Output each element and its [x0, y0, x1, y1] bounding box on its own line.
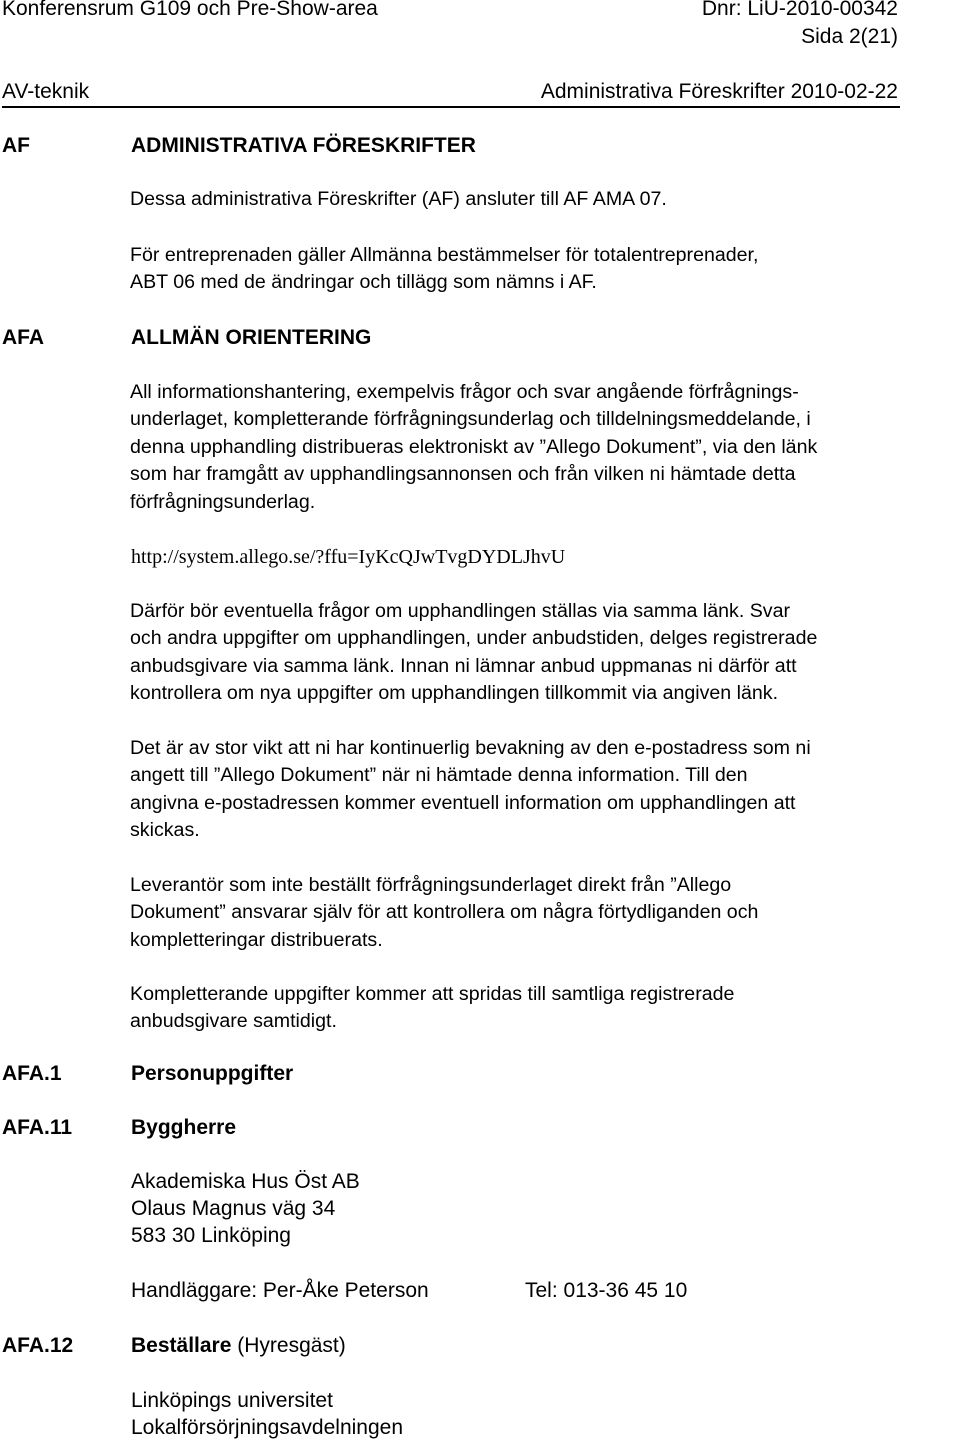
section-code-afa: AFA — [2, 326, 44, 349]
text-line: underlaget, kompletterande förfrågningsunderlag och tilldelningsmeddelande, i — [130, 408, 811, 431]
af-intro-paragraph — [130, 186, 960, 213]
address-line: 583 30 Linköping — [131, 1224, 291, 1247]
text-line: kontrollera om nya uppgifter om upphandlingen tillkommit via angiven länk. — [130, 682, 779, 705]
section-code-af: AF — [2, 134, 30, 157]
registration-number: Dnr: LiU-2010-00342 — [701, 0, 898, 20]
text-line: anbudsgivare via samma länk. Innan ni lämnar anbud uppmanas ni därför att — [130, 654, 797, 677]
text-line: Därför bör eventuella frågor om upphandlingen ställas via samma länk. Svar — [130, 600, 790, 622]
text-line: Kompletterande uppgifter kommer att spridas till samtliga registrerade — [130, 983, 735, 1005]
afa-email-paragraph — [130, 735, 960, 845]
section-heading-afa1: Personuppgifter — [131, 1062, 294, 1085]
project-title: Konferensrum G109 och Pre-Show-area — [2, 0, 378, 20]
allego-url[interactable]: http://system.allego.se/?ffu=IyKcQJwTvgDYDLJhvU — [131, 546, 566, 568]
text-line: All informationshantering, exempelvis frågor och svar angående förfrågnings- — [130, 381, 799, 403]
section-heading-afa: ALLMÄN ORIENTERING — [131, 326, 372, 349]
discipline-label: AV-teknik — [2, 80, 90, 103]
section-heading-af: ADMINISTRATIVA FÖRESKRIFTER — [131, 134, 476, 157]
bestallare-address — [131, 1387, 403, 1441]
address-line: Olaus Magnus väg 34 — [131, 1197, 336, 1220]
address-line: Linköpings universitet — [131, 1389, 333, 1412]
afa-supplementary-paragraph — [130, 981, 960, 1036]
af-contract-paragraph — [130, 242, 960, 297]
section-heading-afa11: Byggherre — [131, 1116, 237, 1139]
afa-questions-paragraph — [130, 598, 960, 708]
header-divider — [2, 106, 900, 108]
heading-bold-part: Beställare — [131, 1334, 232, 1357]
text-line: ABT 06 med de ändringar och tillägg som nämns i AF. — [130, 271, 597, 294]
page-number: Sida 2(21) — [801, 25, 898, 48]
afa-supplier-paragraph — [130, 872, 960, 954]
byggherre-contact: Handläggare: Per-Åke Peterson — [131, 1279, 429, 1302]
document-title: Administrativa Föreskrifter 2010-02-22 — [540, 80, 898, 103]
text-line: förfrågningsunderlag. — [130, 490, 316, 513]
text-line: Dessa administrativa Föreskrifter (AF) ansluter till AF AMA 07. — [130, 188, 667, 210]
text-line: som har framgått av upphandlingsannonsen och från vilken ni hämtade detta — [130, 463, 796, 486]
text-line: Dokument” ansvarar själv för att kontrollera om några förtydliganden och — [130, 901, 759, 924]
afa-information-paragraph — [130, 379, 960, 516]
section-code-afa11: AFA.11 — [2, 1116, 73, 1139]
text-line: kompletteringar distribuerats. — [130, 928, 383, 951]
text-line: denna upphandling distribueras elektroniskt av ”Allego Dokument”, via den länk — [130, 435, 818, 458]
byggherre-phone: Tel: 013-36 45 10 — [525, 1279, 688, 1302]
text-line: För entreprenaden gäller Allmänna bestämmelser för totalentreprenader, — [130, 244, 759, 266]
section-heading-afa12 — [131, 1334, 346, 1358]
heading-note: (Hyresgäst) — [231, 1334, 346, 1357]
text-line: angett till ”Allego Dokument” när ni hämtade denna information. Till den — [130, 764, 748, 787]
section-code-afa1: AFA.1 — [2, 1062, 62, 1085]
text-line: anbudsgivare samtidigt. — [130, 1010, 337, 1033]
text-line: skickas. — [130, 819, 200, 842]
text-line: och andra uppgifter om upphandlingen, under anbudstiden, delges registrerade — [130, 627, 818, 650]
text-line: Det är av stor vikt att ni har kontinuerlig bevakning av den e-postadress som ni — [130, 737, 811, 759]
section-code-afa12: AFA.12 — [2, 1334, 74, 1357]
address-line: Lokalförsörjningsavdelningen — [131, 1416, 404, 1439]
byggherre-address — [131, 1168, 360, 1249]
address-line: Akademiska Hus Öst AB — [131, 1170, 360, 1193]
text-line: angivna e-postadressen kommer eventuell information om upphandlingen att — [130, 791, 796, 814]
text-line: Leverantör som inte beställt förfrågningsunderlaget direkt från ”Allego — [130, 874, 732, 896]
